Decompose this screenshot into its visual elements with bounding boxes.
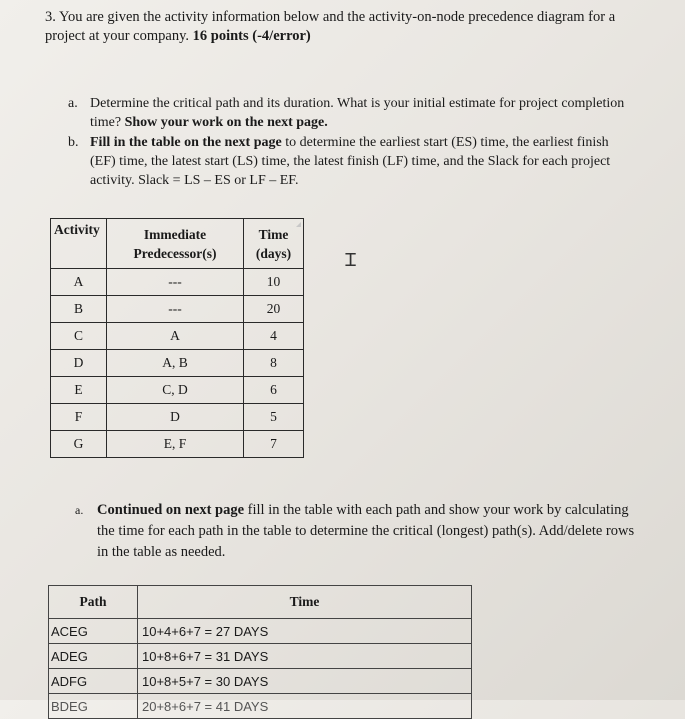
activity-row xyxy=(51,296,304,323)
part-a-text: Determine the critical path and its duration. What is your initial estimate for project completion time? xyxy=(90,96,625,130)
continued-paragraph xyxy=(75,500,635,563)
activity-cell: C xyxy=(51,323,107,350)
path-time-cell: 10+8+6+7 = 31 DAYS xyxy=(138,644,472,669)
path-time-cell: 20+8+6+7 = 41 DAYS xyxy=(138,694,472,719)
time-cell: 20 xyxy=(244,296,304,323)
part-b-bold: Fill in the table on the next page xyxy=(90,135,282,150)
path-time-cell: 10+4+6+7 = 27 DAYS xyxy=(138,619,472,644)
time-cell: 4 xyxy=(244,323,304,350)
path-table xyxy=(48,585,472,719)
predecessor-cell: D xyxy=(107,404,244,431)
continued-body: fill in the table with each path and show your work by calculating the time for each path in the table to determine the critical (longest) path(s). Add/delete rows in the table as needed. xyxy=(97,502,635,560)
path-time-cell: 10+8+5+7 = 30 DAYS xyxy=(138,669,472,694)
activity-table xyxy=(50,218,304,458)
header-path: Path xyxy=(49,586,138,619)
part-b-label: b. xyxy=(68,135,79,150)
activity-cell: D xyxy=(51,350,107,377)
predecessor-cell: A xyxy=(107,323,244,350)
path-cell: BDEG xyxy=(49,694,138,719)
predecessor-cell: --- xyxy=(107,296,244,323)
path-table-header xyxy=(49,586,472,619)
part-a xyxy=(68,94,628,132)
header-predecessor: Immediate Predecessor(s) xyxy=(107,219,244,269)
time-cell: 7 xyxy=(244,431,304,458)
path-cell: ADFG xyxy=(49,669,138,694)
activity-cell: F xyxy=(51,404,107,431)
predecessor-cell: E, F xyxy=(107,431,244,458)
activity-row xyxy=(51,431,304,458)
continued-bold: Continued on next page xyxy=(97,502,245,518)
part-b xyxy=(68,133,628,190)
part-a-bold: Show your work on the next page. xyxy=(124,115,328,130)
question-points: 16 points (-4/error) xyxy=(192,28,311,44)
path-cell: ACEG xyxy=(49,619,138,644)
activity-row xyxy=(51,377,304,404)
activity-row xyxy=(51,323,304,350)
header-activity: Activity xyxy=(51,219,107,269)
time-cell: 5 xyxy=(244,404,304,431)
path-row xyxy=(49,694,472,719)
resize-corner-icon xyxy=(296,222,301,227)
header-path-time: Time xyxy=(138,586,472,619)
question-prompt: 3. You are given the activity information below and the activity-on-node precedence diagram for a project at your company. xyxy=(45,9,616,44)
predecessor-cell: --- xyxy=(107,269,244,296)
predecessor-cell: C, D xyxy=(107,377,244,404)
question-text xyxy=(45,8,655,46)
activity-cell: E xyxy=(51,377,107,404)
activity-row xyxy=(51,404,304,431)
path-cell: ADEG xyxy=(49,644,138,669)
path-row xyxy=(49,669,472,694)
activity-row xyxy=(51,269,304,296)
part-b-text: to determine the earliest start (ES) time, the earliest finish (EF) time, the latest start (LS) time, the latest finish (LF) time, and the Slack for each project activity. Slack = LS – ES or LF – EF. xyxy=(90,135,611,188)
time-cell: 6 xyxy=(244,377,304,404)
time-cell: 8 xyxy=(244,350,304,377)
activity-cell: A xyxy=(51,269,107,296)
instruction-list xyxy=(68,94,628,191)
activity-cell: G xyxy=(51,431,107,458)
part-a-label: a. xyxy=(68,96,78,111)
header-time-label: Time (days) xyxy=(255,226,292,261)
continued-label: a. xyxy=(75,503,84,517)
header-time xyxy=(244,219,304,269)
activity-table-header xyxy=(51,219,304,269)
path-row xyxy=(49,619,472,644)
predecessor-cell: A, B xyxy=(107,350,244,377)
text-cursor-icon: Ꮖ xyxy=(345,250,357,271)
activity-row xyxy=(51,350,304,377)
activity-cell: B xyxy=(51,296,107,323)
continued-text xyxy=(75,500,635,563)
time-cell: 10 xyxy=(244,269,304,296)
path-row xyxy=(49,644,472,669)
